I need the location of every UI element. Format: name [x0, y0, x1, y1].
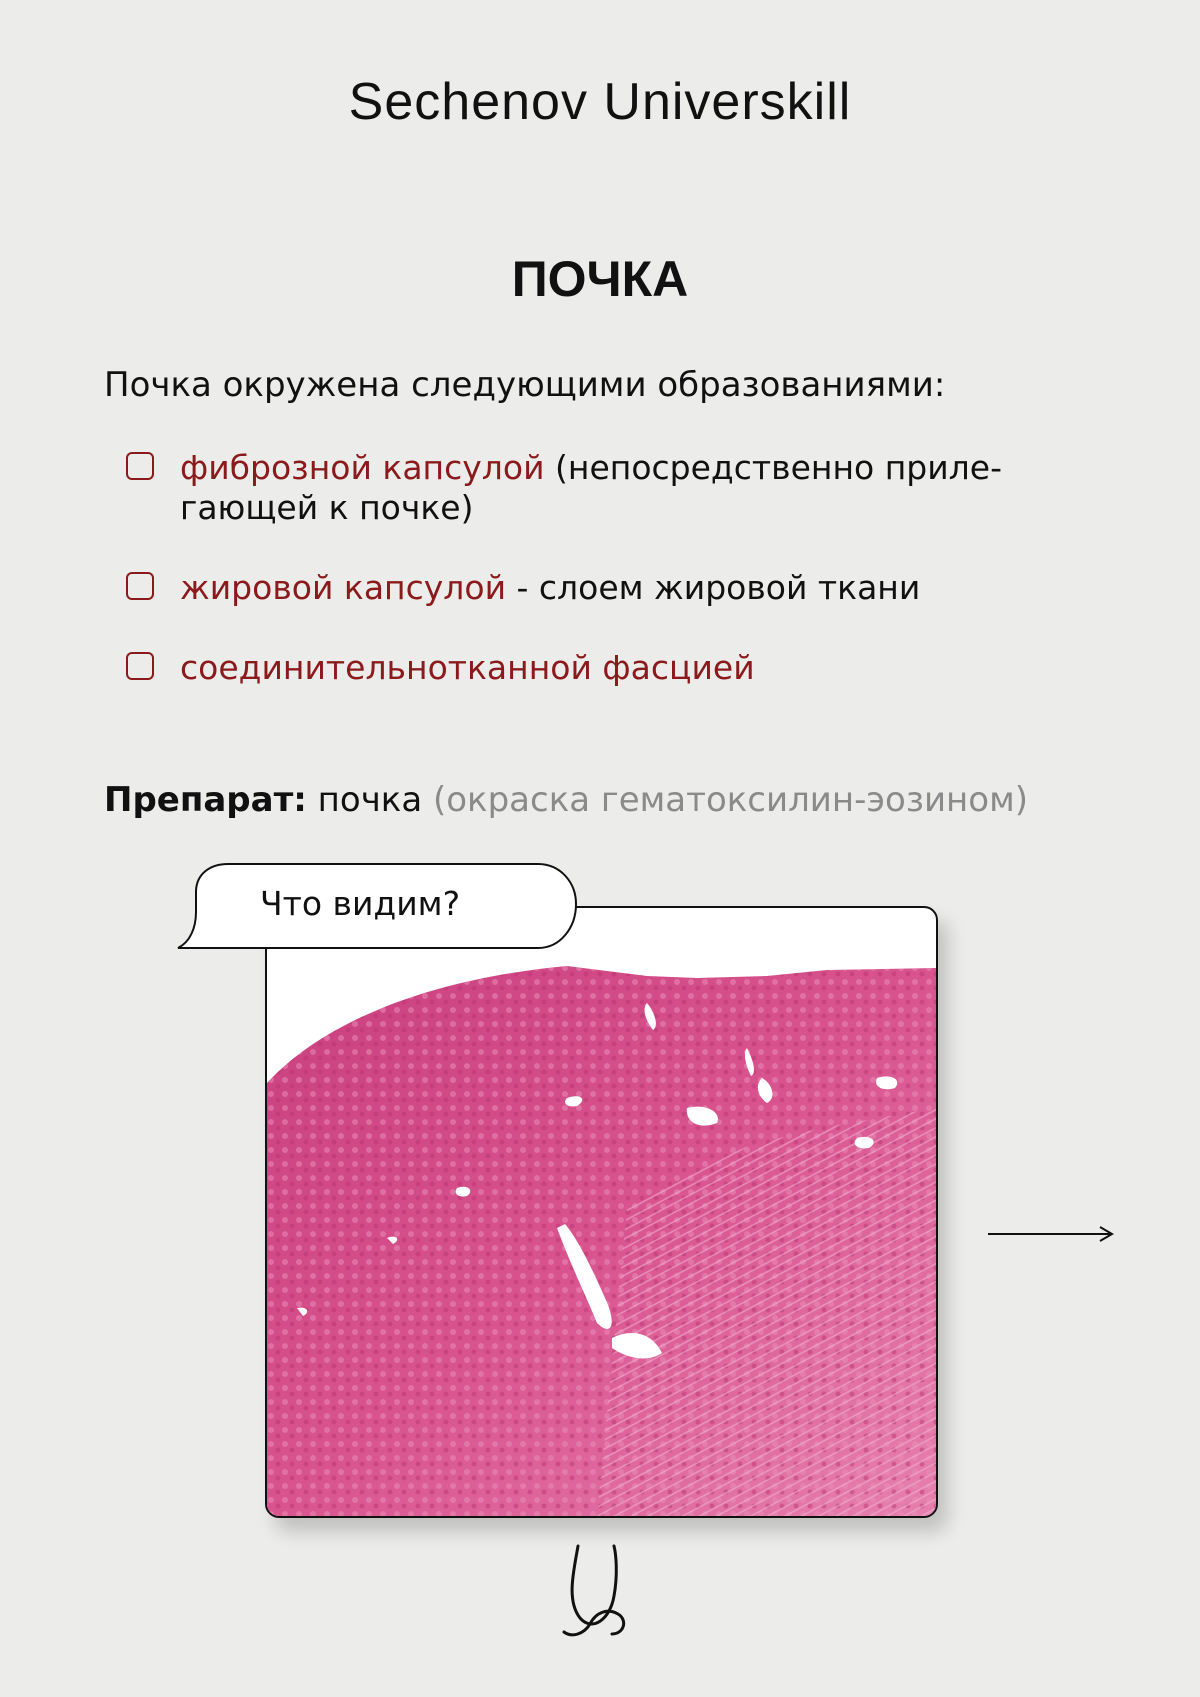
list-item — [126, 568, 1086, 608]
checkbox[interactable] — [126, 572, 154, 600]
list-item-text — [180, 448, 1080, 528]
checkbox[interactable] — [126, 652, 154, 680]
preparation-label: Препарат: — [104, 780, 307, 820]
speech-bubble-text: Что видим? — [260, 884, 461, 923]
brand-title: Sechenov Universkill — [348, 73, 852, 131]
preparation-line — [104, 780, 1028, 820]
histology-image-card[interactable] — [265, 906, 938, 1518]
list-item-highlight: жировой капсулой — [180, 568, 507, 607]
list-item — [126, 448, 1086, 528]
checkbox[interactable] — [126, 452, 154, 480]
list-item-text — [180, 648, 755, 688]
list-item-rest: (непосредственно приле-гающей к почке) — [180, 448, 1002, 527]
arrow-right-icon[interactable] — [986, 1224, 1116, 1244]
list-item-highlight: соединительнотканной фасцией — [180, 648, 755, 687]
preparation-value: почка — [306, 780, 433, 820]
preparation-stain: (окраска гематоксилин-эозином) — [432, 780, 1028, 820]
page-title: ПОЧКА — [511, 251, 689, 307]
histology-image — [267, 908, 936, 1516]
list-item — [126, 648, 1086, 688]
list-item-text — [180, 568, 920, 608]
list-item-rest: - слоем жировой ткани — [506, 568, 921, 607]
universkill-logo-icon — [556, 1540, 646, 1640]
speech-bubble — [168, 862, 578, 950]
list-item-highlight: фиброзной капсулой — [180, 448, 545, 487]
formation-list — [126, 448, 1086, 728]
intro-text: Почка окружена следующими образованиями: — [104, 365, 946, 405]
